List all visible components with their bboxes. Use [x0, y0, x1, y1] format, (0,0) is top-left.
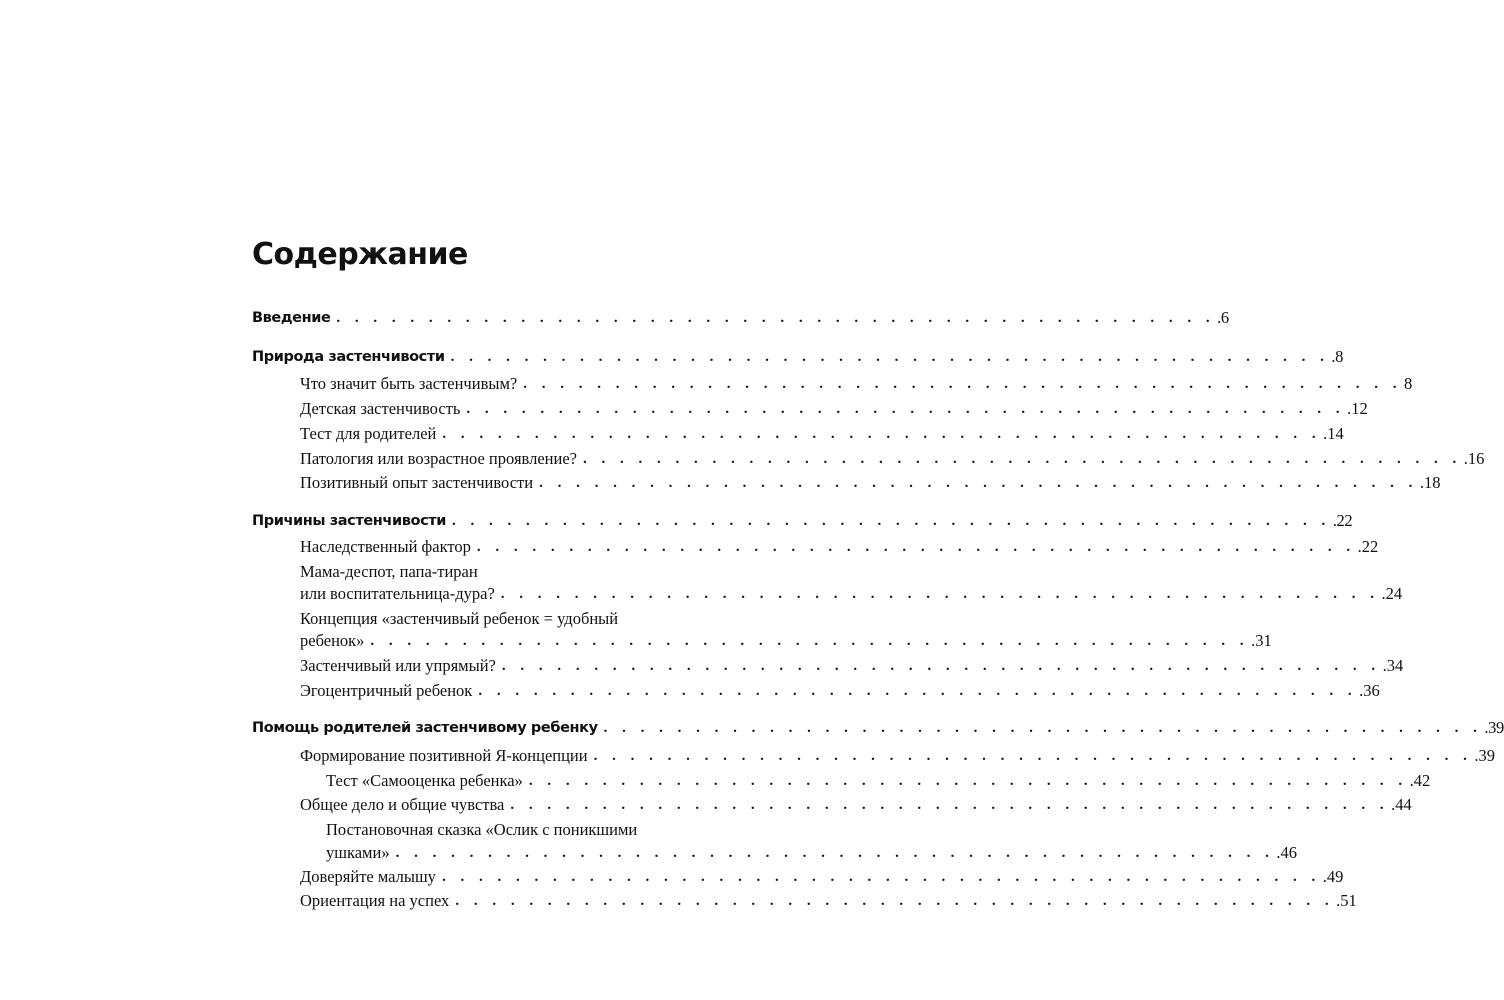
toc-entry-label: Позитивный опыт застенчивости: [300, 473, 534, 492]
dot-leader: . . . . . . . . . . . . . . . . . . . . . . . . . . . . . . . . . . . . . . . . . . . . . . . .: [466, 401, 1346, 417]
toc-entry-label: Общее дело и общие чувства: [300, 795, 505, 814]
toc-section-label: Помощь родителей застенчивому ребенку: [252, 720, 598, 736]
toc-page-number: .36: [1359, 681, 1380, 700]
toc-entry-label: Наследственный фактор: [300, 537, 471, 556]
toc-entry[interactable]: [252, 448, 1485, 470]
toc-entry[interactable]: [252, 794, 1412, 816]
toc-section-causes[interactable]: [252, 510, 1353, 532]
toc-entry[interactable]: [252, 630, 1272, 652]
toc-entry[interactable]: [252, 472, 1441, 494]
toc-section-label: Причины застенчивости: [252, 513, 447, 529]
dot-leader: . . . . . . . . . . . . . . . . . . . . . . . . . . . . . . . . . . . . . . . . . . . . . . . .: [500, 586, 1380, 602]
toc-entry-first-line: Концепция «застенчивый ребенок = удобный: [300, 609, 619, 628]
toc-entry-first-line: Мама-деспот, папа-тиран: [300, 562, 478, 581]
toc-page-number: .18: [1419, 473, 1441, 492]
toc-page-number: .42: [1409, 771, 1431, 790]
toc-entry[interactable]: [252, 890, 1357, 912]
toc-entry[interactable]: [252, 745, 1495, 767]
toc-entry-label: Застенчивый или упрямый?: [300, 656, 496, 675]
dot-leader: . . . . . . . . . . . . . . . . . . . . . . . . . . . . . . . . . . . . . . . . . . . . . . . .: [395, 845, 1275, 861]
toc-page-number: .46: [1276, 843, 1297, 862]
toc-page-number: .34: [1382, 656, 1404, 675]
toc-section-help[interactable]: [252, 717, 1504, 739]
toc-section-intro[interactable]: [252, 307, 1229, 329]
toc-entry[interactable]: [252, 655, 1404, 677]
dot-leader: . . . . . . . . . . . . . . . . . . . . . . . . . . . . . . . . . . . . . . . . . . . . . . . .: [450, 349, 1330, 365]
dot-leader: . . . . . . . . . . . . . . . . . . . . . . . . . . . . . . . . . . . . . . . . . . . . . . . .: [593, 748, 1473, 764]
dot-leader: . . . . . . . . . . . . . . . . . . . . . . . . . . . . . . . . . . . . . . . . . . . . . . . .: [528, 773, 1408, 789]
toc-entry-label: Что значит быть застенчивым?: [300, 374, 518, 393]
toc-page-number: .51: [1336, 891, 1357, 910]
toc-page-number: .8: [1331, 347, 1343, 366]
dot-leader: . . . . . . . . . . . . . . . . . . . . . . . . . . . . . . . . . . . . . . . . . . . . . . . .: [455, 893, 1335, 909]
dot-leader: . . . . . . . . . . . . . . . . . . . . . . . . . . . . . . . . . . . . . . . . . . . . . . . .: [539, 475, 1418, 491]
toc-page-number: .39: [1474, 746, 1495, 765]
toc-entry-label: Тест для родителей: [300, 424, 437, 443]
toc-entry-label: ушками»: [326, 843, 390, 862]
toc-section-nature[interactable]: [252, 346, 1343, 368]
toc-entry-label: Формирование позитивной Я-концепции: [300, 746, 588, 765]
dot-leader: . . . . . . . . . . . . . . . . . . . . . . . . . . . . . . . . . . . . . . . . . . . . . . . .: [336, 310, 1216, 326]
toc-section-label: Введение: [252, 310, 331, 326]
table-of-contents: [252, 0, 1504, 1000]
toc-page-number: .22: [1332, 511, 1353, 530]
toc-entry-label: Ориентация на успех: [300, 891, 450, 910]
toc-entry-label: Тест «Самооценка ребенка»: [326, 771, 523, 790]
dot-leader: . . . . . . . . . . . . . . . . . . . . . . . . . . . . . . . . . . . . . . . . . . . . . . . .: [603, 720, 1483, 736]
toc-entry-label: Доверяйте малышу: [300, 867, 436, 886]
dot-leader: . . . . . . . . . . . . . . . . . . . . . . . . . . . . . . . . . . . . . . . . . . . . . . . .: [452, 513, 1331, 529]
toc-entry[interactable]: [252, 398, 1368, 420]
dot-leader: . . . . . . . . . . . . . . . . . . . . . . . . . . . . . . . . . . . . . . . . . . . . . . . .: [476, 539, 1356, 555]
toc-page-number: .24: [1381, 584, 1403, 603]
toc-entry[interactable]: [252, 373, 1413, 395]
toc-entry-label: Патология или возрастное проявление?: [300, 449, 577, 468]
toc-entry[interactable]: [252, 770, 1431, 792]
toc-page-number: .6: [1217, 308, 1229, 327]
toc-page-number: .14: [1323, 424, 1344, 443]
toc-page-number: .22: [1357, 537, 1379, 556]
toc-entry-first-line: Постановочная сказка «Ослик с поникшими: [326, 820, 638, 839]
toc-page-number: .44: [1391, 795, 1412, 814]
toc-entry[interactable]: [252, 866, 1344, 888]
dot-leader: . . . . . . . . . . . . . . . . . . . . . . . . . . . . . . . . . . . . . . . . . . . . . . . .: [582, 451, 1462, 467]
toc-page-number: .31: [1251, 631, 1272, 650]
dot-leader: . . . . . . . . . . . . . . . . . . . . . . . . . . . . . . . . . . . . . . . . . . . . . . . .: [370, 633, 1250, 649]
toc-page-number: .12: [1347, 399, 1368, 418]
toc-page-number: .16: [1463, 449, 1485, 468]
dot-leader: . . . . . . . . . . . . . . . . . . . . . . . . . . . . . . . . . . . . . . . . . . . . . . . .: [510, 797, 1390, 813]
toc-page-number: .39: [1484, 718, 1504, 737]
dot-leader: . . . . . . . . . . . . . . . . . . . . . . . . . . . . . . . . . . . . . . . . . . . . . . . .: [478, 683, 1358, 699]
page-title: Содержание: [252, 237, 468, 272]
toc-entry-label: Детская застенчивость: [300, 399, 461, 418]
toc-entry[interactable]: [252, 536, 1379, 558]
dot-leader: . . . . . . . . . . . . . . . . . . . . . . . . . . . . . . . . . . . . . . . . . . . . . . . .: [441, 869, 1321, 885]
toc-entry[interactable]: [252, 583, 1403, 605]
toc-entry[interactable]: [252, 842, 1297, 864]
toc-entry-label: ребенок»: [300, 631, 365, 650]
toc-section-label: Природа застенчивости: [252, 349, 445, 365]
toc-page-number: 8: [1403, 374, 1413, 393]
toc-page-number: .49: [1322, 867, 1344, 886]
toc-entry-label: или воспитательница-дура?: [300, 584, 495, 603]
dot-leader: . . . . . . . . . . . . . . . . . . . . . . . . . . . . . . . . . . . . . . . . . . . . . . . .: [442, 426, 1322, 442]
dot-leader: . . . . . . . . . . . . . . . . . . . . . . . . . . . . . . . . . . . . . . . . . . . . . . . .: [523, 376, 1402, 392]
dot-leader: . . . . . . . . . . . . . . . . . . . . . . . . . . . . . . . . . . . . . . . . . . . . . . . .: [501, 658, 1381, 674]
toc-entry[interactable]: [252, 423, 1344, 445]
toc-entry[interactable]: [252, 680, 1380, 702]
toc-entry-label: Эгоцентричный ребенок: [300, 681, 473, 700]
